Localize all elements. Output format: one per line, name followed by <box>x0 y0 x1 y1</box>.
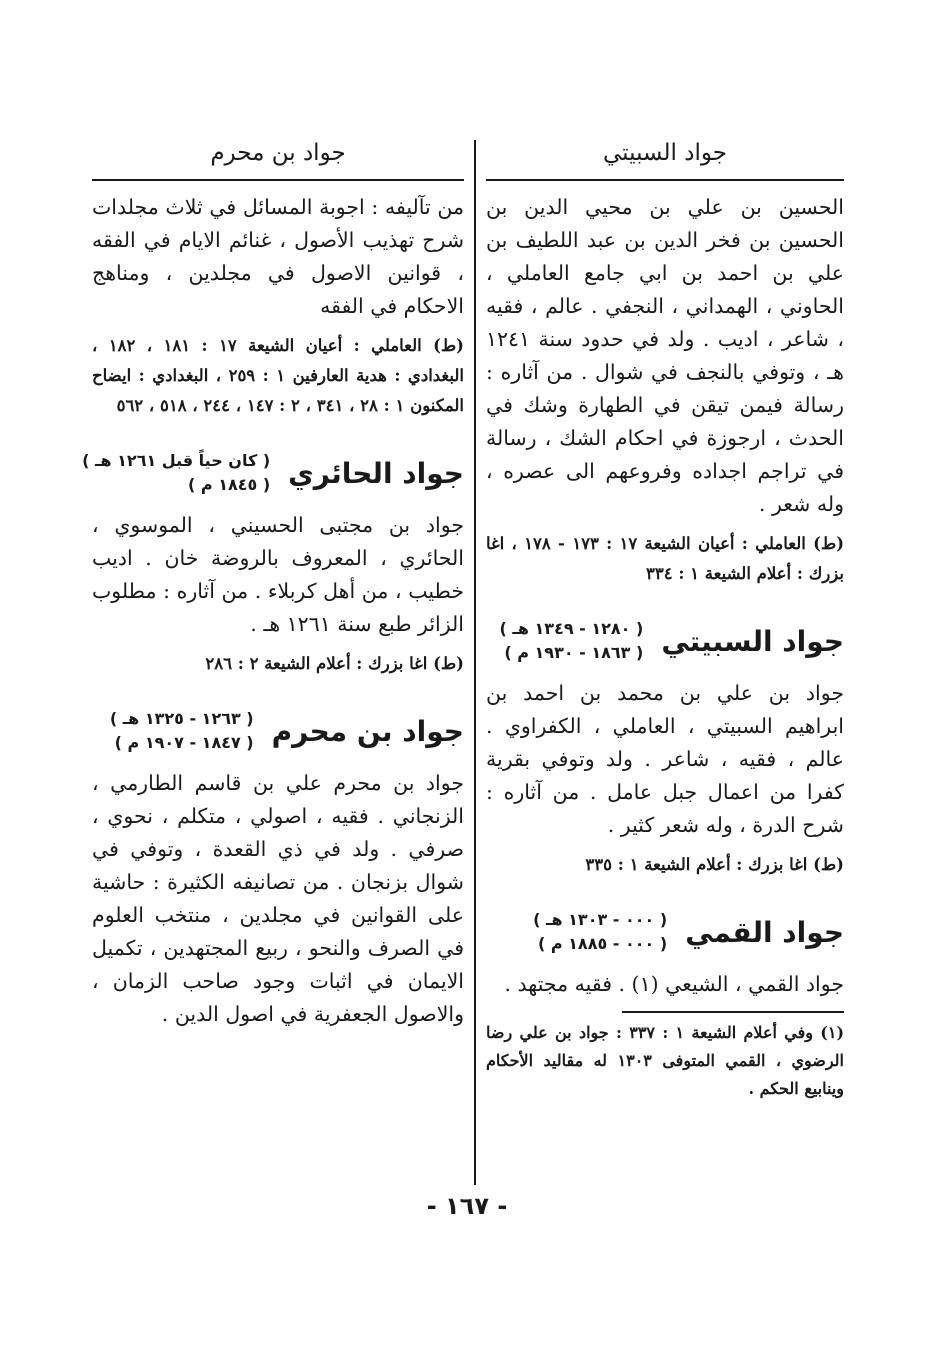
header-rule-right <box>486 179 844 181</box>
running-head-left: جواد بن محرم <box>210 140 346 166</box>
date-hijri: ( ١٢٨٠ - ١٣٤٩ هـ ) <box>499 619 644 638</box>
entry-dates <box>533 908 667 956</box>
continuation-ref-left: (ط) العاملي : أعيان الشيعة ١٧ : ١٨١ ، ١٨٢ ، البغدادي : هدية العارفين ١ : ٢٥٩ ، البغدادي : ايضاح المكنون ١ : ٢٨ ، ٣٤١ ، ٢ : ١٤٧ ، ٢٤٤ ، ٥١٨ ، ٥٦٢ <box>92 336 464 415</box>
footnote: (١) وفي أعلام الشيعة ١ : ٣٣٧ : جواد بن علي رضا الرضوي ، القمي المتوفى ١٣٠٣ له مقاليد الأحكام وينابيع الحكم . <box>486 1023 845 1098</box>
entry-body: جواد بن مجتبى الحسيني ، الموسوي ، الحائري ، المعروف بالروضة خان . اديب خطيب ، من أهل كربلاء . من آثاره : مطلوب الزائر طبع سنة ١٢٦١ هـ . <box>92 513 464 636</box>
entry-body: جواد بن علي بن محمد بن احمد بن ابراهيم السبيتي ، العاملي ، الكفراوي . عالم ، فقيه ، شاعر . ولد وتوفي بقرية كفرا من اعمال جبل عامل . من آثاره : شرح الدرة ، وله شعر كثير . <box>486 681 844 837</box>
entry-dates <box>110 707 254 755</box>
entry-dates <box>82 449 270 497</box>
left-column <box>82 135 464 1185</box>
entry-name: جواد بن محرم <box>271 714 464 748</box>
date-gregorian: ( ١٨٤٥ م ) <box>188 475 271 494</box>
date-hijri: ( كان حياً قبل ١٢٦١ هـ ) <box>82 451 271 470</box>
date-hijri: ( ٠٠٠ - ١٣٠٣ هـ ) <box>533 910 668 929</box>
page-number: - ١٦٧ - <box>426 1192 508 1220</box>
right-column <box>486 135 844 1185</box>
entry-body: جواد بن محرم علي بن قاسم الطارمي ، الزنجاني . فقيه ، اصولي ، متكلم ، نحوي ، صرفي . ولد في ذي القعدة ، وتوفي في شوال بزنجان . من تصانيفه الكثيرة : حاشية على القوانين في مجلدين ، منتخب العلوم في الصرف والنحو ، ربيع المجتهدين ، تكميل الايمان في اثبات وجود صاحب الزمان ، والاصول الجعفرية في اصول الدين . <box>92 771 464 1026</box>
entry-name: جواد القمي <box>685 915 844 949</box>
entry-ref: (ط) اغا بزرك : أعلام الشيعة ١ : ٣٣٥ <box>585 855 844 874</box>
entry-header-haeri <box>82 445 464 501</box>
date-hijri: ( ١٢٦٣ - ١٣٢٥ هـ ) <box>109 709 254 728</box>
entry-name: جواد الحائري <box>288 456 464 490</box>
date-gregorian: ( ٠٠٠ - ١٨٨٥ م ) <box>537 934 668 953</box>
entry-header-muharram <box>92 703 464 759</box>
header-rule-left <box>92 179 464 181</box>
date-gregorian: ( ١٨٦٣ - ١٩٣٠ م ) <box>504 643 644 662</box>
entry-ref: (ط) اغا بزرك : أعلام الشيعة ٢ : ٢٨٦ <box>205 654 464 673</box>
entry-dates <box>500 617 644 665</box>
entry-body: جواد القمي ، الشيعي (١) . فقيه مجتهد . <box>504 972 844 996</box>
continuation-text-left: من تآليفه : اجوبة المسائل في ثلاث مجلدات شرح تهذيب الأصول ، غنائم الايام في الفقه ، قوانين الاصول في مجلدين ، ومناهج الاحكام في الفقه <box>92 195 464 318</box>
entry-header-qummi <box>486 904 844 960</box>
footnote-rule <box>622 1011 844 1013</box>
running-head-right: جواد السبيتي <box>603 140 727 166</box>
entry-name: جواد السبيتي <box>661 624 844 658</box>
entry-header-sibiti <box>486 613 844 669</box>
column-divider <box>474 140 476 1185</box>
continuation-ref-right: (ط) العاملي : أعيان الشيعة ١٧ : ١٧٣ - ١٧٨ ، اغا بزرك : أعلام الشيعة ١ : ٣٣٤ <box>486 534 844 583</box>
date-gregorian: ( ١٨٤٧ - ١٩٠٧ م ) <box>114 733 254 752</box>
continuation-text-right: الحسين بن علي بن محيي الدين بن الحسين بن فخر الدين بن عبد اللطيف بن علي بن احمد بن ابي جامع العاملي ، الحاوني ، الهمداني ، النجفي . عالم ، فقيه ، شاعر ، اديب . ولد في حدود سنة ١٢٤١ هـ ، وتوفي بالنجف في شوال . من آثاره : رسالة فيمن تيقن في الطهارة وشك في الحدث ، ارجوزة في احكام الشك ، رسالة في تراجم اجداده وفروعهم الى عصره ، وله شعر . <box>486 195 844 516</box>
